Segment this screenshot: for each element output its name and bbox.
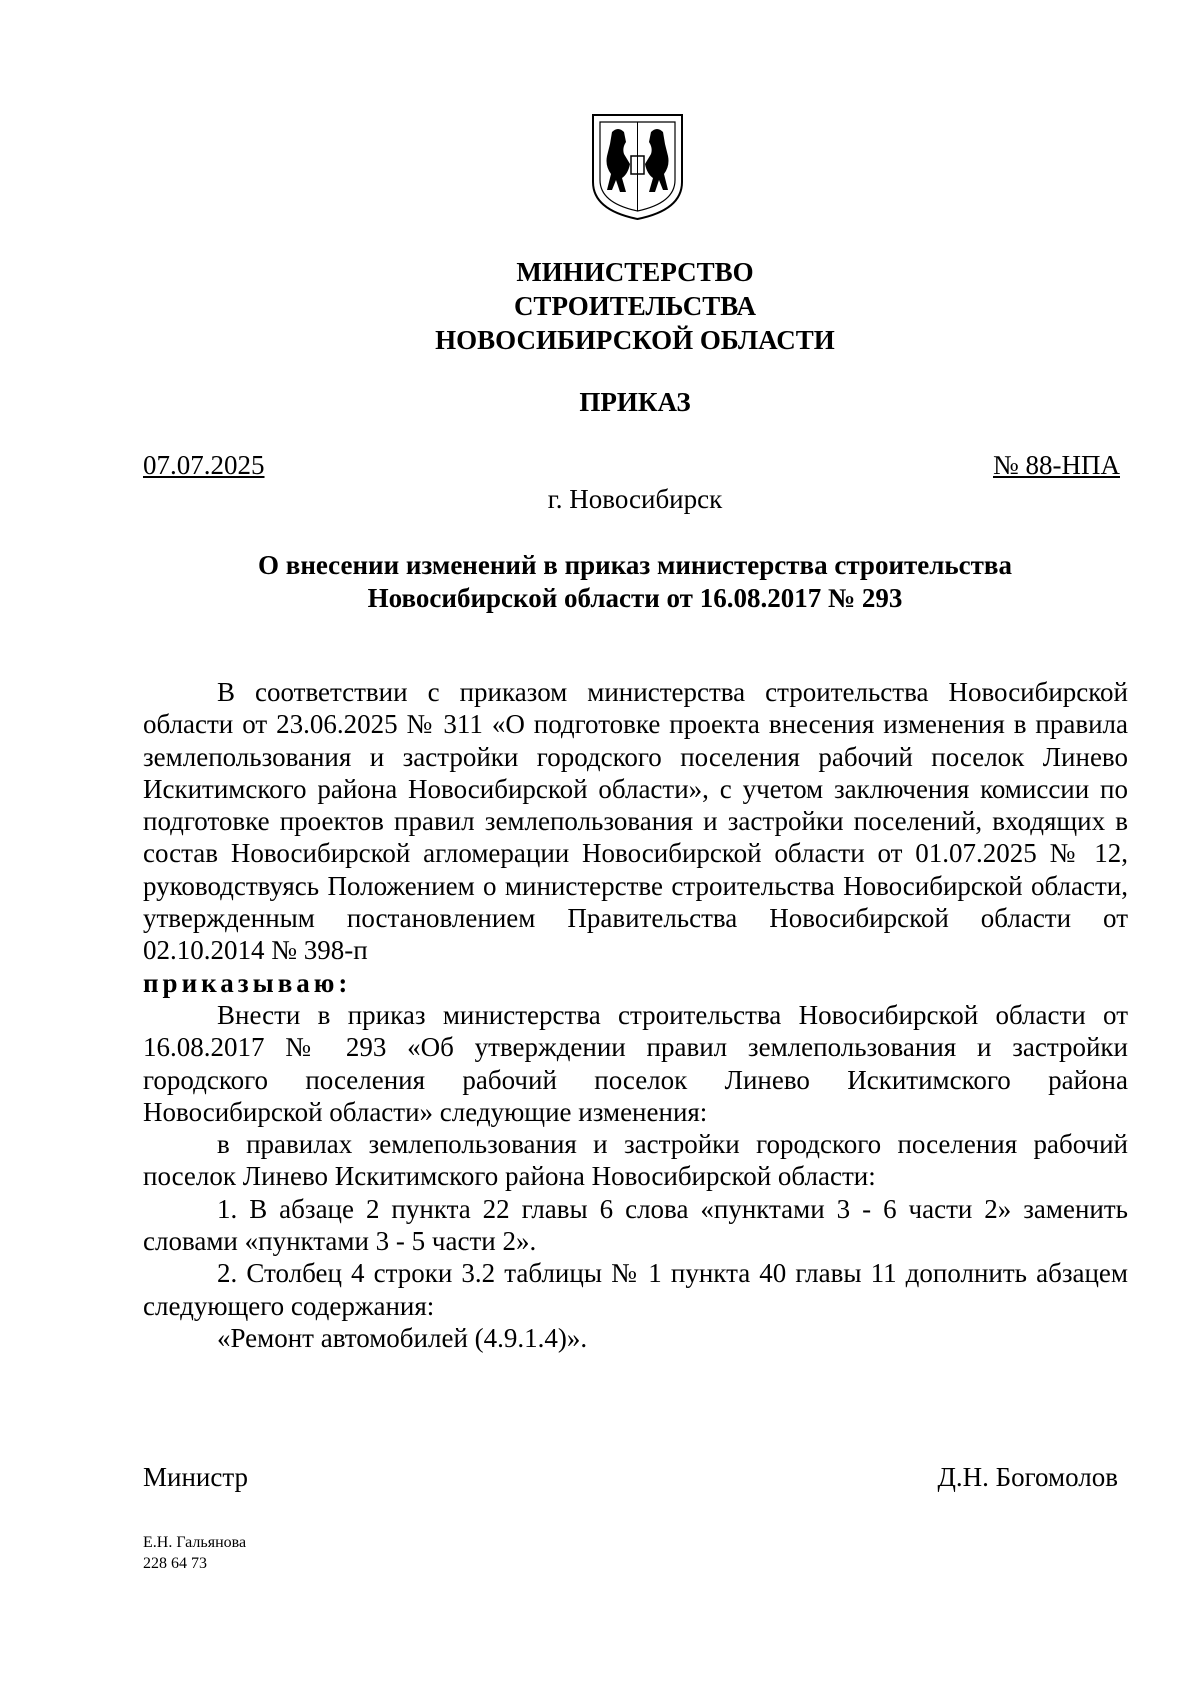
body-paragraph-6: «Ремонт автомобилей (4.9.1.4)». [217,1322,588,1353]
novosibirsk-coat-of-arms-icon [590,112,685,222]
body-paragraph-4: 1. В абзаце 2 пункта 22 главы 6 слова «пунктами 3 - 6 части 2» заменить словами «пунктами 3 - 5 части 2». [143,1193,1128,1257]
document-number: № 88-НПА [993,450,1120,480]
body-paragraph-3: в правилах землепользования и застройки городского поселения рабочий поселок Линево Искитимского района Новосибирской области: [143,1129,1128,1192]
order-word-line [143,967,1128,999]
body-paragraph-1: В соответствии с приказом министерства строительства Новосибирской области от 23.06.2025 № 311 «О подготовке проекта внесения изменения в правила землепользования и застройки городского поселения рабочий поселок Линево Искитимского района Новосибирской области», с учетом заключения комиссии по подготовке проектов правил землепользования и застройки поселений, входящих в состав Новосибирской агломерации Новосибирской области от 01.07.2025 № 12, руководствуясь Положением о министерстве строительства Новосибирской области, утвержденным постановлением Правительства Новосибирской области от 02.10.2014 № 398-п [143,677,1128,966]
body-paragraph-5: 2. Столбец 4 строки 3.2 таблицы № 1 пункта 40 главы 11 дополнить абзацем следующего содержания: [143,1258,1128,1321]
ministry-line-3: НОВОСИБИРСКОЙ ОБЛАСТИ [435,325,835,355]
ministry-line-2: СТРОИТЕЛЬСТВА [513,291,757,321]
document-body [143,676,1128,1354]
executor-name: Е.Н. Гальянова [143,1534,247,1551]
document-city: г. Новосибирск [547,484,723,514]
order-word: приказываю: [143,967,352,998]
ministry-name [140,255,1130,357]
document-subject [140,549,1130,615]
subject-line-2: Новосибирской области от 16.08.2017 № 293 [367,583,903,613]
subject-line-1: О внесении изменений в приказ министерства строительства [257,550,1013,580]
signature-title: Министр [143,1462,248,1492]
executor-info [143,1532,246,1574]
document-date: 07.07.2025 [143,450,265,480]
body-paragraph-2: Внести в приказ министерства строительства Новосибирской области от 16.08.2017 № 293 «Об утверждении правил землепользования и застройки городского поселения рабочий поселок Линево Искитимского района Новосибирской области» следующие изменения: [143,999,1128,1127]
signature-name: Д.Н. Богомолов [937,1462,1118,1492]
document-type: ПРИКАЗ [579,387,691,417]
ministry-line-1: МИНИСТЕРСТВО [516,257,754,287]
executor-phone: 228 64 73 [143,1555,207,1572]
